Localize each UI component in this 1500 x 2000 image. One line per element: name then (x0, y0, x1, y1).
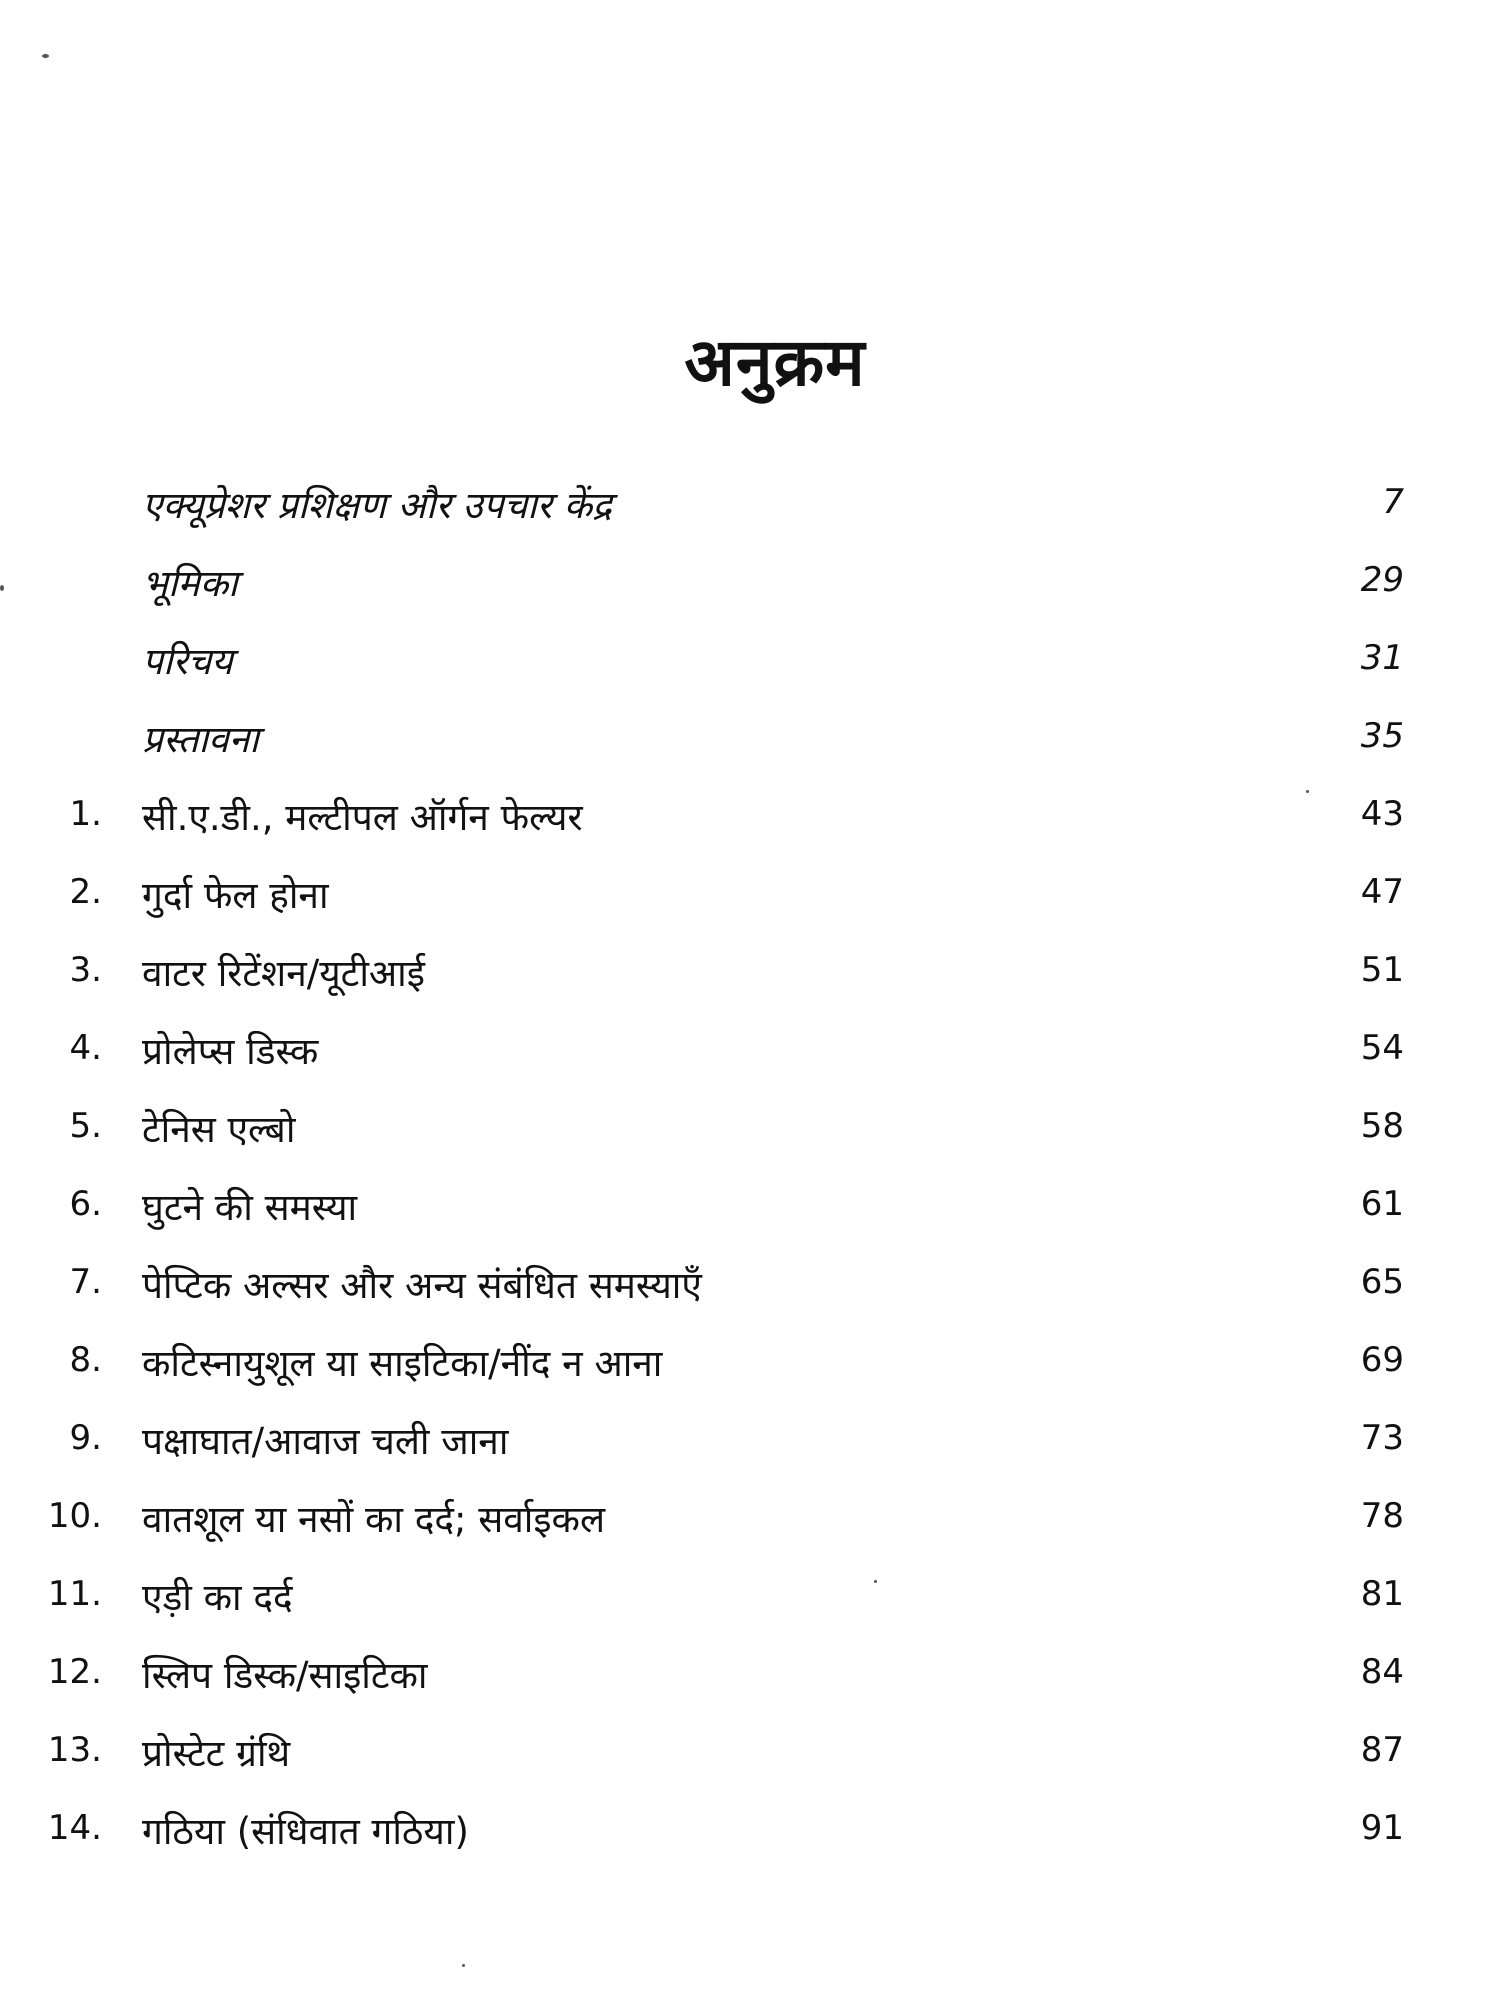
toc-entry-number: 5. (69, 1106, 102, 1146)
toc-entry-label: भूमिका (142, 562, 238, 605)
scan-speck (42, 54, 49, 58)
toc-entry-chapter (0, 1568, 1500, 1628)
toc-entry-label: गठिया (संधिवात गठिया) (142, 1810, 469, 1853)
toc-entry-page: 35 (1360, 716, 1404, 756)
toc-entry-label: घुटने की समस्या (142, 1186, 358, 1229)
toc-entry-front (0, 554, 1500, 614)
toc-entry-chapter (0, 866, 1500, 926)
toc-entry-label: पेप्टिक अल्सर और अन्य संबंधित समस्याएँ (142, 1264, 702, 1307)
toc-entry-chapter (0, 944, 1500, 1004)
scan-speck (1306, 790, 1309, 793)
toc-entry-label: एड़ी का दर्द (142, 1576, 293, 1619)
toc-entry-label: स्लिप डिस्क/साइटिका (142, 1654, 428, 1697)
toc-entry-page: 69 (1360, 1340, 1404, 1380)
toc-entry-number: 9. (69, 1418, 102, 1458)
toc-entry-number: 10. (47, 1496, 102, 1536)
toc-entry-chapter (0, 1178, 1500, 1238)
toc-entry-page: 61 (1360, 1184, 1404, 1224)
toc-entry-number: 1. (69, 794, 102, 834)
toc-entry-front (0, 710, 1500, 770)
toc-entry-label: प्रोलेप्स डिस्क (142, 1030, 319, 1073)
toc-entry-number: 4. (69, 1028, 102, 1068)
toc-entry-label: वातशूल या नसों का दर्द; सर्वाइकल (142, 1498, 606, 1541)
toc-entry-chapter (0, 1490, 1500, 1550)
toc-entry-number: 11. (47, 1574, 102, 1614)
toc-entry-label: वाटर रिटेंशन/यूटीआई (142, 952, 425, 995)
toc-entry-number: 6. (69, 1184, 102, 1224)
toc-entry-page: 29 (1360, 560, 1404, 600)
toc-entry-page: 73 (1360, 1418, 1404, 1458)
toc-entry-chapter (0, 1646, 1500, 1706)
toc-entry-chapter (0, 1802, 1500, 1862)
page-title: अनुक्रम (684, 324, 866, 401)
toc-entry-page: 43 (1360, 794, 1404, 834)
toc-entry-chapter (0, 1412, 1500, 1472)
toc-entry-front (0, 476, 1500, 536)
toc-entry-chapter (0, 1022, 1500, 1082)
toc-entry-chapter (0, 788, 1500, 848)
toc-entry-label: एक्यूप्रेशर प्रशिक्षण और उपचार केंद्र (142, 484, 612, 527)
toc-entry-page: 84 (1360, 1652, 1404, 1692)
toc-entry-chapter (0, 1334, 1500, 1394)
toc-entry-page: 47 (1360, 872, 1404, 912)
toc-entry-number: 13. (47, 1730, 102, 1770)
toc-entry-label: पक्षाघात/आवाज चली जाना (142, 1420, 509, 1463)
toc-entry-page: 51 (1360, 950, 1404, 990)
toc-entry-label: परिचय (142, 640, 233, 683)
toc-entry-label: कटिस्नायुशूल या साइटिका/नींद न आना (142, 1342, 663, 1385)
toc-entry-label: सी.ए.डी., मल्टीपल ऑर्गन फेल्यर (142, 796, 583, 839)
toc-entry-page: 81 (1360, 1574, 1404, 1614)
toc-entry-label: प्रोस्टेट ग्रंथि (142, 1732, 291, 1775)
toc-entry-page: 7 (1382, 482, 1404, 522)
toc-entry-number: 14. (47, 1808, 102, 1848)
toc-entry-page: 78 (1360, 1496, 1404, 1536)
toc-entry-chapter (0, 1256, 1500, 1316)
toc-entry-front (0, 632, 1500, 692)
scan-speck (462, 1964, 465, 1967)
toc-entry-chapter (0, 1724, 1500, 1784)
toc-entry-page: 54 (1360, 1028, 1404, 1068)
toc-entry-label: गुर्दा फेल होना (142, 874, 329, 917)
toc-entry-label: टेनिस एल्बो (142, 1108, 296, 1151)
scan-speck (874, 1580, 877, 1583)
toc-entry-page: 87 (1360, 1730, 1404, 1770)
toc-entry-number: 8. (69, 1340, 102, 1380)
toc-entry-number: 3. (69, 950, 102, 990)
toc-entry-number: 12. (47, 1652, 102, 1692)
toc-entry-page: 65 (1360, 1262, 1404, 1302)
scan-speck (0, 585, 4, 591)
toc-entry-chapter (0, 1100, 1500, 1160)
toc-entry-page: 31 (1360, 638, 1404, 678)
toc-entry-number: 2. (69, 872, 102, 912)
toc-entry-label: प्रस्तावना (142, 718, 259, 761)
toc-entry-number: 7. (69, 1262, 102, 1302)
toc-entry-page: 91 (1360, 1808, 1404, 1848)
toc-entry-page: 58 (1360, 1106, 1404, 1146)
